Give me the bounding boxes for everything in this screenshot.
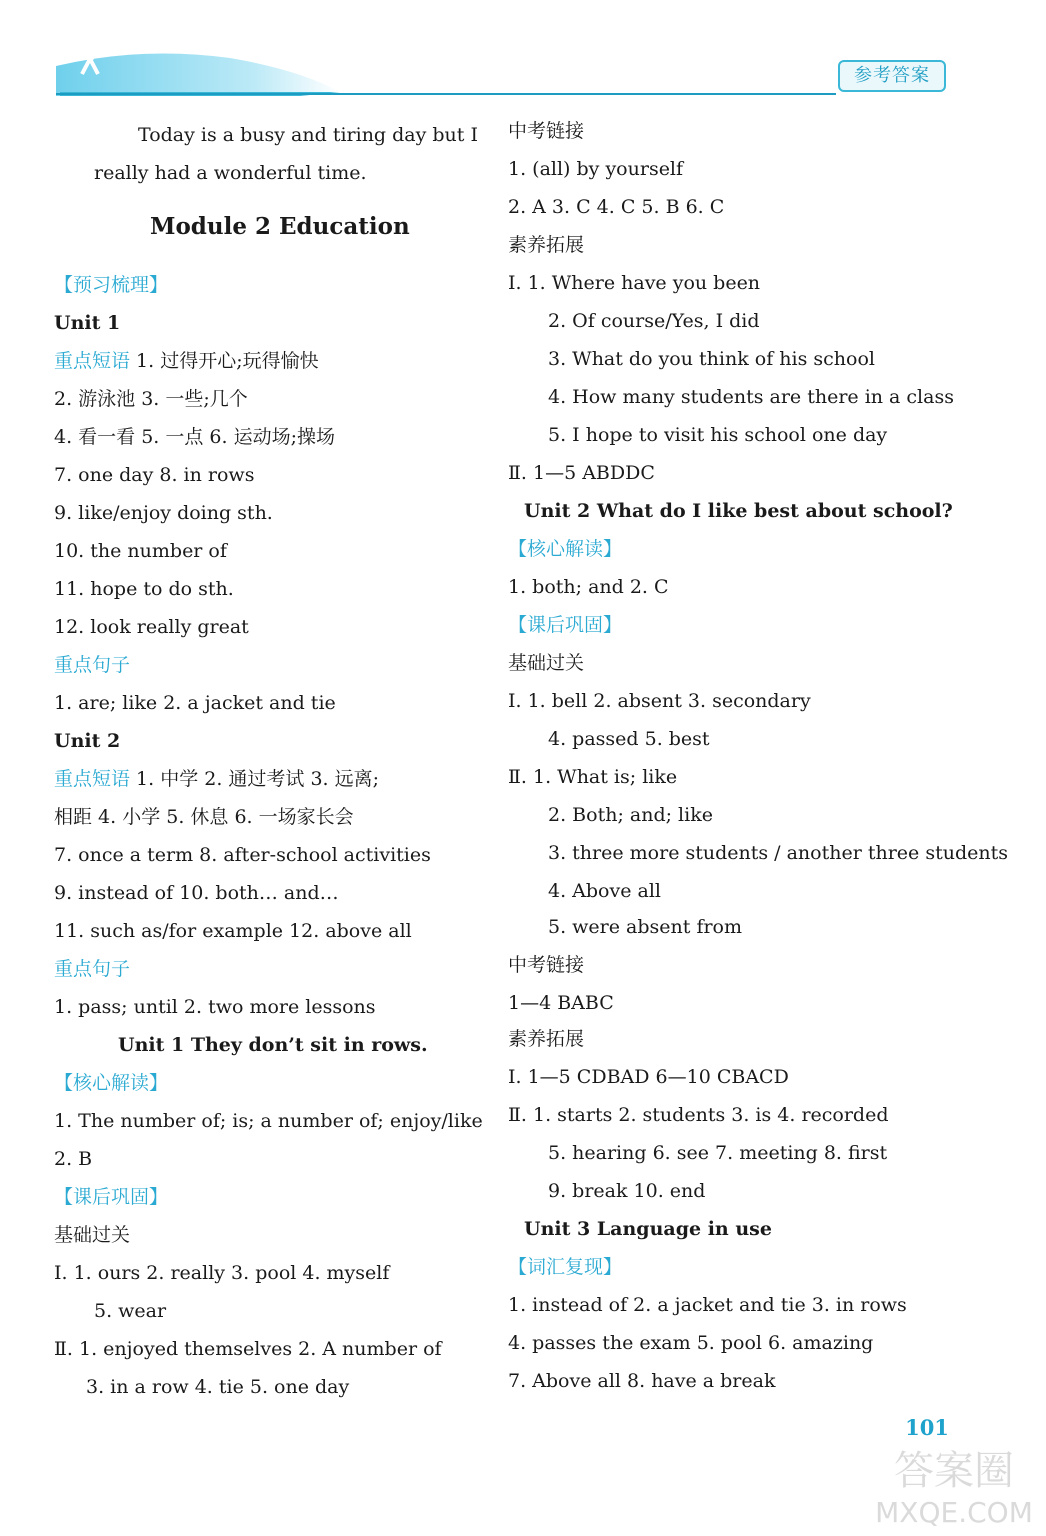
answer-line: 1. (all) by yourself — [508, 158, 684, 180]
answer-line: Ⅱ. 1. What is; like — [508, 766, 678, 788]
subsection-heading: 基础过关 — [508, 652, 585, 674]
unit-title: Unit 1 They don’t sit in rows. — [118, 1034, 428, 1056]
subsection-heading: 中考链接 — [508, 954, 585, 976]
section-label: 【词汇复现】 — [508, 1256, 623, 1278]
unit-title: Unit 2 What do I like best about school? — [524, 500, 953, 522]
answer-line: 2. A 3. C 4. C 5. B 6. C — [508, 196, 725, 218]
answer-line: 2. 游泳池 3. 一些;几个 — [54, 388, 248, 410]
answer-line: 2. Of course/Yes, I did — [548, 310, 760, 332]
answer-line: 4. 看一看 5. 一点 6. 运动场;操场 — [54, 426, 335, 448]
answer-line: 2. Both; and; like — [548, 804, 713, 826]
answer-line: 5. I hope to visit his school one day — [548, 424, 888, 446]
answer-line: Ⅱ. 1. enjoyed themselves 2. A number of — [54, 1338, 442, 1360]
answer-line: Ⅱ. 1—5 ABDDC — [508, 462, 655, 484]
key-phrase-label: 重点短语 — [54, 350, 131, 372]
answer-line: really had a wonderful time. — [94, 162, 367, 184]
header-banner — [0, 0, 1046, 110]
answer-line: 9. like/enjoy doing sth. — [54, 502, 273, 524]
unit-heading: Unit 1 — [54, 312, 121, 334]
section-label: 【课后巩固】 — [54, 1186, 169, 1208]
answer-line: 1. The number of; is; a number of; enjoy/like — [54, 1110, 483, 1132]
module-title: Module 2 Education — [150, 213, 410, 240]
watermark-text: 答案圈 — [894, 1448, 1014, 1494]
section-label: 【核心解读】 — [54, 1072, 169, 1094]
answer-line: 相距 4. 小学 5. 休息 6. 一场家长会 — [54, 806, 354, 828]
answer-line: 1. both; and 2. C — [508, 576, 669, 598]
answer-line: 1—4 BABC — [508, 992, 614, 1014]
answer-line: Today is a busy and tiring day but I — [138, 124, 478, 146]
subsection-heading: 素养拓展 — [508, 234, 585, 256]
answer-line: 4. passes the exam 5. pool 6. amazing — [508, 1332, 874, 1354]
page-header — [0, 0, 1046, 110]
answer-line: 7. once a term 8. after-school activities — [54, 844, 431, 866]
answer-line: 9. instead of 10. both… and… — [54, 882, 339, 904]
answer-line: 9. break 10. end — [548, 1180, 706, 1202]
answer-line: 3. three more students / another three students — [548, 842, 1008, 864]
answer-line: 1. instead of 2. a jacket and tie 3. in rows — [508, 1294, 907, 1316]
answer-line: 11. hope to do sth. — [54, 578, 234, 600]
subsection-heading: 中考链接 — [508, 120, 585, 142]
answer-line: Ⅰ. 1. bell 2. absent 3. secondary — [508, 690, 811, 712]
watermark-logo — [866, 1440, 1042, 1532]
answer-line: 4. passed 5. best — [548, 728, 710, 750]
answer-line — [54, 767, 379, 791]
answer-line: Ⅰ. 1—5 CDBAD 6—10 CBACD — [508, 1066, 789, 1088]
answer-line: 4. Above all — [548, 880, 661, 902]
section-label: 重点句子 — [54, 654, 131, 676]
answer-line: 3. in a row 4. tie 5. one day — [86, 1376, 350, 1398]
answer-line: 4. How many students are there in a class — [548, 386, 954, 408]
answer-line: 12. look really great — [54, 616, 249, 638]
answer-line: 5. hearing 6. see 7. meeting 8. first — [548, 1142, 888, 1164]
section-label: 【课后巩固】 — [508, 614, 623, 636]
answer-line: 5. wear — [94, 1300, 167, 1322]
unit-title: Unit 3 Language in use — [524, 1218, 772, 1240]
page-number: 101 — [905, 1415, 949, 1440]
answer-line: 1. are; like 2. a jacket and tie — [54, 692, 336, 714]
answer-line: 1. pass; until 2. two more lessons — [54, 996, 376, 1018]
answer-text: 1. 过得开心;玩得愉快 — [130, 350, 319, 372]
pinwheel-icon — [60, 30, 120, 90]
answer-line: 7. Above all 8. have a break — [508, 1370, 776, 1392]
column-divider — [500, 118, 501, 1388]
answer-key-label: 参考答案 — [838, 60, 946, 92]
answer-line: 10. the number of — [54, 540, 227, 562]
subsection-heading: 基础过关 — [54, 1224, 131, 1246]
unit-heading: Unit 2 — [54, 730, 121, 752]
answer-line: 7. one day 8. in rows — [54, 464, 255, 486]
answer-line: 3. What do you think of his school — [548, 348, 875, 370]
answer-line: Ⅰ. 1. Where have you been — [508, 272, 761, 294]
section-label: 【核心解读】 — [508, 538, 623, 560]
answer-line: 2. B — [54, 1148, 93, 1170]
answer-line: 5. were absent from — [548, 916, 743, 938]
key-phrase-label: 重点短语 — [54, 768, 131, 790]
answer-line — [54, 349, 319, 373]
answer-text: 1. 中学 2. 通过考试 3. 远离; — [130, 768, 380, 790]
watermark-url: MXQE.COM — [875, 1496, 1033, 1529]
section-label: 【预习梳理】 — [54, 274, 169, 296]
section-label: 重点句子 — [54, 958, 131, 980]
subsection-heading: 素养拓展 — [508, 1028, 585, 1050]
answer-line: 11. such as/for example 12. above all — [54, 920, 412, 942]
answer-line: Ⅱ. 1. starts 2. students 3. is 4. recorded — [508, 1104, 889, 1126]
answer-line: Ⅰ. 1. ours 2. really 3. pool 4. myself — [54, 1262, 390, 1284]
